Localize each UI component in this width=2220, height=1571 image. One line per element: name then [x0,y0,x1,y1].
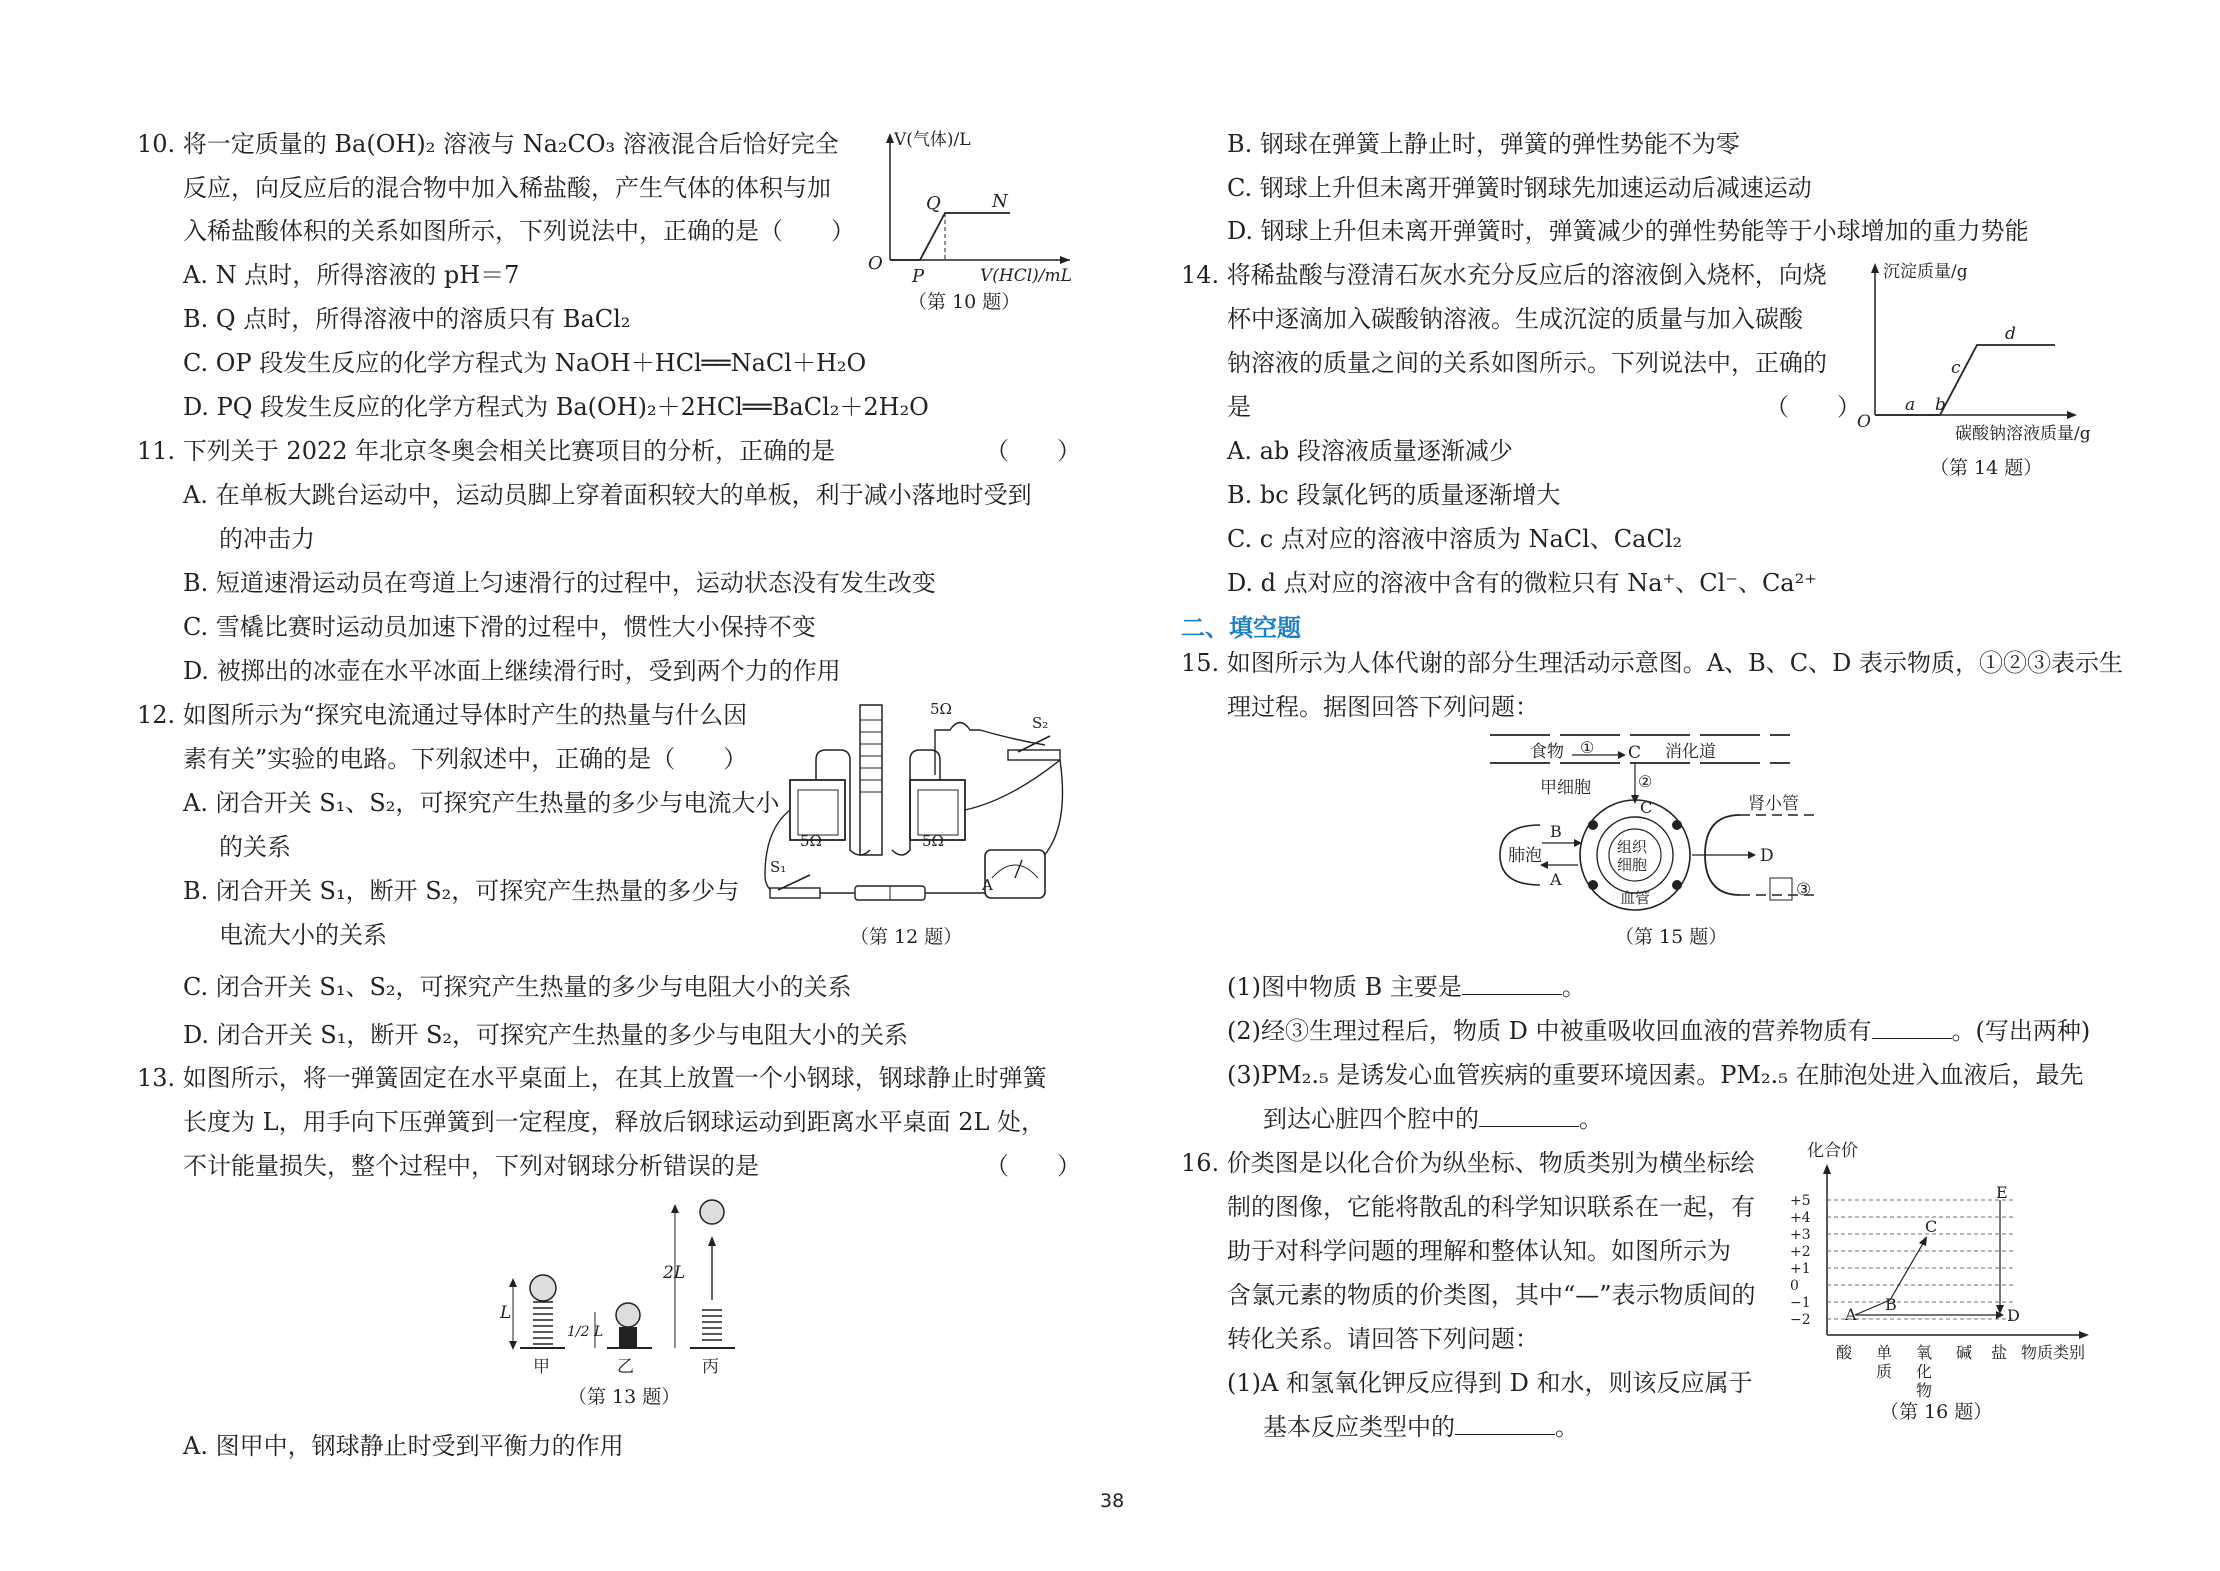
q12-option-a-line2: 的关系 [219,833,291,861]
q12-s1-label: S₁ [770,858,787,876]
q15-sub1-text: (1)图中物质 B 主要是 [1227,973,1462,1001]
q15-process3: ③ [1796,880,1812,900]
q14-d: d [2005,324,2016,344]
q15-process2: ② [1638,772,1653,791]
q15-sub2 [1227,1019,2090,1043]
q12-r3-label: 5Ω [930,700,952,718]
q15-metabolism-figure [1480,725,1900,925]
q16-xcat: 化 [1916,1362,1933,1381]
q16-line4: 含氯元素的物质的价类图，其中“—”表示物质间的 [1227,1281,1756,1309]
q13-spring-figure [495,1200,755,1375]
q15-tissue-line1: 组织 [1617,838,1648,856]
q10-n: N [992,191,1008,212]
q15-sub1 [1227,975,1586,999]
q14-line4: 是 [1227,393,1251,421]
q16-xcat: 物 [1916,1381,1933,1400]
q10-option-d: D. PQ 段发生反应的化学方程式为 Ba(OH)₂＋2HCl══BaCl₂＋2H₂O [183,393,929,421]
q14-option-c: C. c 点对应的溶液中溶质为 NaCl、CaCl₂ [1227,525,1683,553]
q10-ylabel: V(气体)/L [894,130,971,150]
q16-ytick: +5 [1790,1193,1811,1209]
q11-answer-paren: （ ） [985,437,1081,465]
q13-yi: 乙 [617,1357,634,1377]
q16-xcat: 盐 [1991,1343,2008,1362]
q13-caption: （第 13 题） [568,1386,681,1408]
q13-line1: 13. 如图所示，将一弹簧固定在水平桌面上，在其上放置一个小钢球，钢球静止时弹簧 [137,1064,1047,1092]
q10-xlabel: V(HCl)/mL [980,266,1072,286]
q11-line1: 11. 下列关于 2022 年北京冬奥会相关比赛项目的分析，正确的是 [137,437,836,465]
q12-option-a-line1: A. 闭合开关 S₁、S₂，可探究产生热量的多少与电流大小 [183,789,780,817]
q16-line5: 转化关系。请回答下列问题： [1227,1325,1539,1353]
q14-o: O [1857,412,1871,432]
q15-blank3[interactable] [1479,1126,1579,1127]
q16-sub1-line1: (1)A 和氢氧化钾反应得到 D 和水，则该反应属于 [1227,1369,1753,1397]
q15-line2: 理过程。据图回答下列问题： [1227,693,1539,721]
q10-figure [860,125,1080,305]
q13-jia: 甲 [533,1357,550,1377]
q16-valence-figure [1785,1140,2105,1400]
q14-xlabel: 碳酸钠溶液质量/g [1955,424,2091,444]
q16-sub1-end: 。 [1555,1413,1579,1441]
q15-sub3-text: 到达心脏四个腔中的 [1263,1105,1479,1133]
q16-point-c: C [1925,1217,1938,1236]
q15-sub2-text: (2)经③生理过程后，物质 D 中被重吸收回血液的营养物质有 [1227,1017,1872,1045]
q15-d: D [1760,846,1774,866]
q10-line2: 反应，向反应后的混合物中加入稀盐酸，产生气体的体积与加 [183,174,831,202]
q15-sub1-end: 。 [1561,973,1586,1001]
q10-option-b: B. Q 点时，所得溶液中的溶质只有 BaCl₂ [183,305,631,333]
section-fill-in-heading: 二、填空题 [1181,614,1301,642]
q12-circuit-figure [760,700,1070,910]
q10-q: Q [926,193,941,214]
q16-line1: 16. 价类图是以化合价为纵坐标、物质类别为横坐标绘 [1181,1149,1755,1177]
q14-option-b: B. bc 段氯化钙的质量逐渐增大 [1227,481,1561,509]
q16-ylabel: 化合价 [1807,1141,1858,1161]
q16-ytick: −2 [1790,1312,1811,1328]
q14-b: b [1935,395,1946,415]
q15-blank1[interactable] [1462,994,1562,995]
q14-caption: （第 14 题） [1930,457,2043,479]
q16-xcat: 单 [1876,1343,1893,1362]
q15-sub3-line1: (3)PM₂.₅ 是诱发心血管疾病的重要环境因素。PM₂.₅ 在肺泡处进入血液后，最先 [1227,1061,2084,1089]
q13-l-label: L [500,1303,512,1323]
q15-c-top: C [1628,743,1642,763]
q16-line3: 助于对科学问题的理解和整体认知。如图所示为 [1227,1237,1731,1265]
q16-caption: （第 16 题） [1880,1401,1993,1423]
q14-line3: 钠溶液的质量之间的关系如图所示。下列说法中，正确的 [1227,349,1827,377]
q16-ytick: 0 [1790,1278,1799,1294]
q16-line2: 制的图像，它能将散乱的科学知识联系在一起，有 [1227,1193,1755,1221]
q13-bing: 丙 [702,1357,719,1377]
q16-xcat: 质 [1876,1362,1893,1381]
q16-xcat: 氧 [1916,1343,1933,1362]
q15-sub3 [1263,1107,1603,1131]
q13-option-d: D. 钢球上升但未离开弹簧时，弹簧减少的弹性势能等于小球增加的重力势能 [1227,217,2029,245]
q12-option-c: C. 闭合开关 S₁、S₂，可探究产生热量的多少与电阻大小的关系 [183,973,852,1001]
q11-option-a-line1: A. 在单板大跳台运动中，运动员脚上穿着面积较大的单板，利于减小落地时受到 [183,481,1032,509]
q13-2l-label: 2L [663,1263,686,1283]
q16-blank1[interactable] [1455,1434,1555,1435]
q16-xcat: 酸 [1836,1343,1853,1362]
q15-b: B [1550,822,1562,841]
q15-line1: 15. 如图所示为人体代谢的部分生理活动示意图。A、B、C、D 表示物质，①②③表示生 [1181,649,2123,677]
q10-line1: 10. 将一定质量的 Ba(OH)₂ 溶液与 Na₂CO₃ 溶液混合后恰好完全 [137,130,839,158]
q14-c: c [1951,358,1961,378]
q15-jia-cell: 甲细胞 [1540,778,1591,798]
page-number: 38 [1100,1490,1125,1512]
q15-digestive-tract: 消化道 [1665,742,1716,762]
q12-ammeter-label: A [982,876,993,894]
q13-line2: 长度为 L，用手向下压弹簧到一定程度，释放后钢球运动到距离水平桌面 2L 处， [183,1108,1046,1136]
q12-option-b-line1: B. 闭合开关 S₁，断开 S₂，可探究产生热量的多少与 [183,877,740,905]
q10-p: P [912,266,925,287]
q11-option-d: D. 被掷出的冰壶在水平冰面上继续滑行时，受到两个力的作用 [183,657,841,685]
q12-r2-label: 5Ω [922,832,944,850]
q15-a: A [1550,870,1562,889]
q14-line2: 杯中逐滴加入碳酸钠溶液。生成沉淀的质量与加入碳酸 [1227,305,1803,333]
q16-xcat: 物质类别 [2021,1343,2086,1362]
q16-point-a: A [1845,1305,1857,1324]
q15-sub2-end: 。(写出两种) [1951,1017,2091,1045]
q15-kidney-tubule: 肾小管 [1748,794,1799,814]
q13-option-c: C. 钢球上升但未离开弹簧时钢球先加速运动后减速运动 [1227,174,1812,202]
q14-option-d: D. d 点对应的溶液中含有的微粒只有 Na⁺、Cl⁻、Ca²⁺ [1227,569,1817,597]
q14-line1: 14. 将稀盐酸与澄清石灰水充分反应后的溶液倒入烧杯，向烧 [1181,261,1827,289]
q15-vessel: 血管 [1620,889,1651,907]
q15-tissue-line2: 细胞 [1617,856,1648,874]
q15-process1: ① [1580,738,1595,757]
q16-sub1 [1263,1415,1579,1439]
q10-line3: 入稀盐酸体积的关系如图所示，下列说法中，正确的是（ ） [183,217,855,245]
q10-option-c: C. OP 段发生反应的化学方程式为 NaOH＋HCl══NaCl＋H₂O [183,349,867,377]
q16-point-d: D [2007,1306,2020,1325]
q16-ytick: +2 [1790,1244,1811,1260]
q15-blank2[interactable] [1872,1038,1952,1039]
q14-option-a: A. ab 段溶液质量逐渐减少 [1227,437,1513,465]
q15-food: 食物 [1530,742,1564,762]
q16-ytick: −1 [1790,1295,1811,1311]
q11-option-b: B. 短道速滑运动员在弯道上匀速滑行的过程中，运动状态没有发生改变 [183,569,936,597]
q14-ylabel: 沉淀质量/g [1883,262,1968,282]
q12-option-b-line2: 电流大小的关系 [219,921,387,949]
q16-ytick: +4 [1790,1210,1811,1226]
q10-option-a: A. N 点时，所得溶液的 pH＝7 [183,261,520,289]
q13-line3: 不计能量损失，整个过程中，下列对钢球分析错误的是 [183,1152,759,1180]
q11-option-c: C. 雪橇比赛时运动员加速下滑的过程中，惯性大小保持不变 [183,613,816,641]
q13-option-a: A. 图甲中，钢球静止时受到平衡力的作用 [183,1432,624,1460]
q15-sub3-end: 。 [1579,1105,1603,1133]
q14-figure [1855,255,2095,445]
q13-option-b: B. 钢球在弹簧上静止时，弹簧的弹性势能不为零 [1227,130,1740,158]
q13-half-label: 1/2 L [567,1324,604,1340]
q10-caption: （第 10 题） [908,291,1021,313]
q16-sub1-text: 基本反应类型中的 [1263,1413,1455,1441]
q16-point-b: B [1885,1295,1897,1314]
q15-lung: 肺泡 [1508,846,1542,866]
q12-line1: 12. 如图所示为“探究电流通过导体时产生的热量与什么因 [137,701,748,729]
q12-r1-label: 5Ω [800,832,822,850]
q16-ytick: +3 [1790,1227,1811,1243]
q11-option-a-line2: 的冲击力 [219,525,315,553]
q16-point-e: E [1996,1183,2008,1202]
q15-caption: （第 15 题） [1615,926,1728,948]
q16-xcat: 碱 [1956,1343,1973,1362]
q12-caption: （第 12 题） [850,926,963,948]
q10-o: O [868,253,883,274]
q16-ytick: +1 [1790,1261,1811,1277]
q15-c-mid: C [1640,798,1653,817]
q14-a: a [1905,395,1916,415]
q12-option-d: D. 闭合开关 S₁，断开 S₂，可探究产生热量的多少与电阻大小的关系 [183,1021,909,1049]
q13-answer-paren: （ ） [985,1152,1081,1180]
q12-line2: 素有关”实验的电路。下列叙述中，正确的是（ ） [183,745,748,773]
q14-answer-paren: （ ） [1765,393,1861,421]
q12-s2-label: S₂ [1032,714,1049,732]
